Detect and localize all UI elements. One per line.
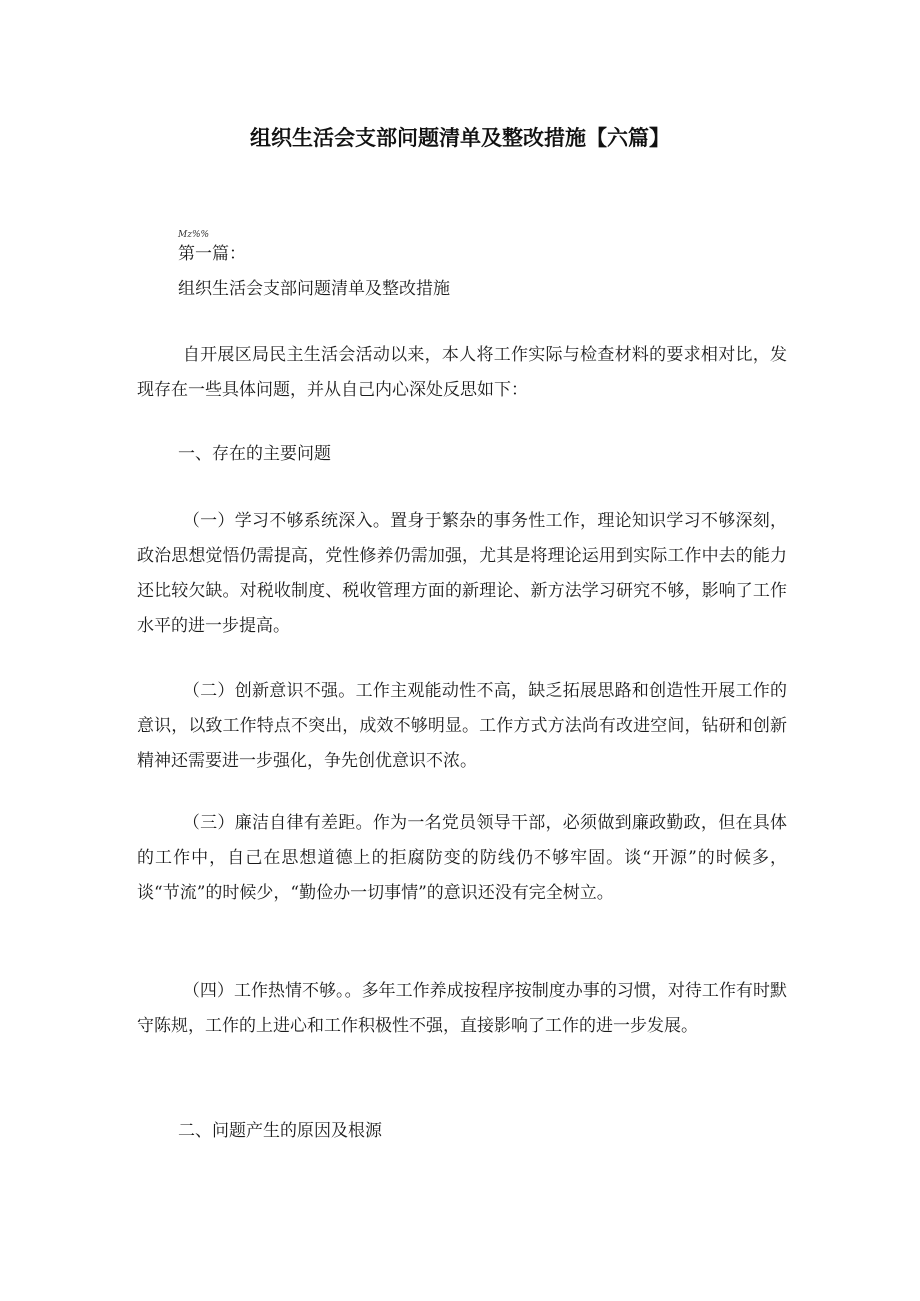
section-heading-2: 二、问题产生的原因及根源: [178, 1121, 382, 1141]
small-mark: Mz%%: [178, 230, 210, 240]
problem-item-2: （二）创新意识不强。工作主观能动性不高，缺乏拓展思路和创造性开展工作的意识，以致工作特点不突出，成效不够明显。工作方式方法尚有改进空间，钻研和创新精神还需要进一步强化，争先创优意识不浓。: [137, 681, 787, 771]
intro-paragraph: 自开展区局民主生活会活动以来，本人将工作实际与检查材料的要求相对比，发现存在一些具体问题，并从自己内心深处反思如下：: [137, 345, 787, 400]
part-label: 第一篇：: [178, 244, 246, 264]
problem-item-3: （三）廉洁自律有差距。作为一名党员领导干部，必须做到廉政勤政，但在具体的工作中，自己在思想道德上的拒腐防变的防线仍不够牢固。谈“开源”的时候多，谈“节流”的时候少，“勤俭办一切事情”的意识还没有完全树立。: [137, 813, 787, 903]
section-heading-1: 一、存在的主要问题: [178, 444, 331, 464]
part-title: 组织生活会支部问题清单及整改措施: [178, 279, 450, 299]
document-title: 组织生活会支部问题清单及整改措施【六篇】: [250, 126, 670, 150]
problem-item-4: （四）工作热情不够。。多年工作养成按程序按制度办事的习惯，对待工作有时默守陈规，工作的上进心和工作积极性不强，直接影响了工作的进一步发展。: [137, 981, 787, 1036]
problem-item-1: （一）学习不够系统深入。置身于繁杂的事务性工作，理论知识学习不够深刻，政治思想觉悟仍需提高，党性修养仍需加强，尤其是将理论运用到实际工作中去的能力还比较欠缺。对税收制度、税收管理方面的新理论、新方法学习研究不够，影响了工作水平的进一步提高。: [137, 511, 787, 636]
